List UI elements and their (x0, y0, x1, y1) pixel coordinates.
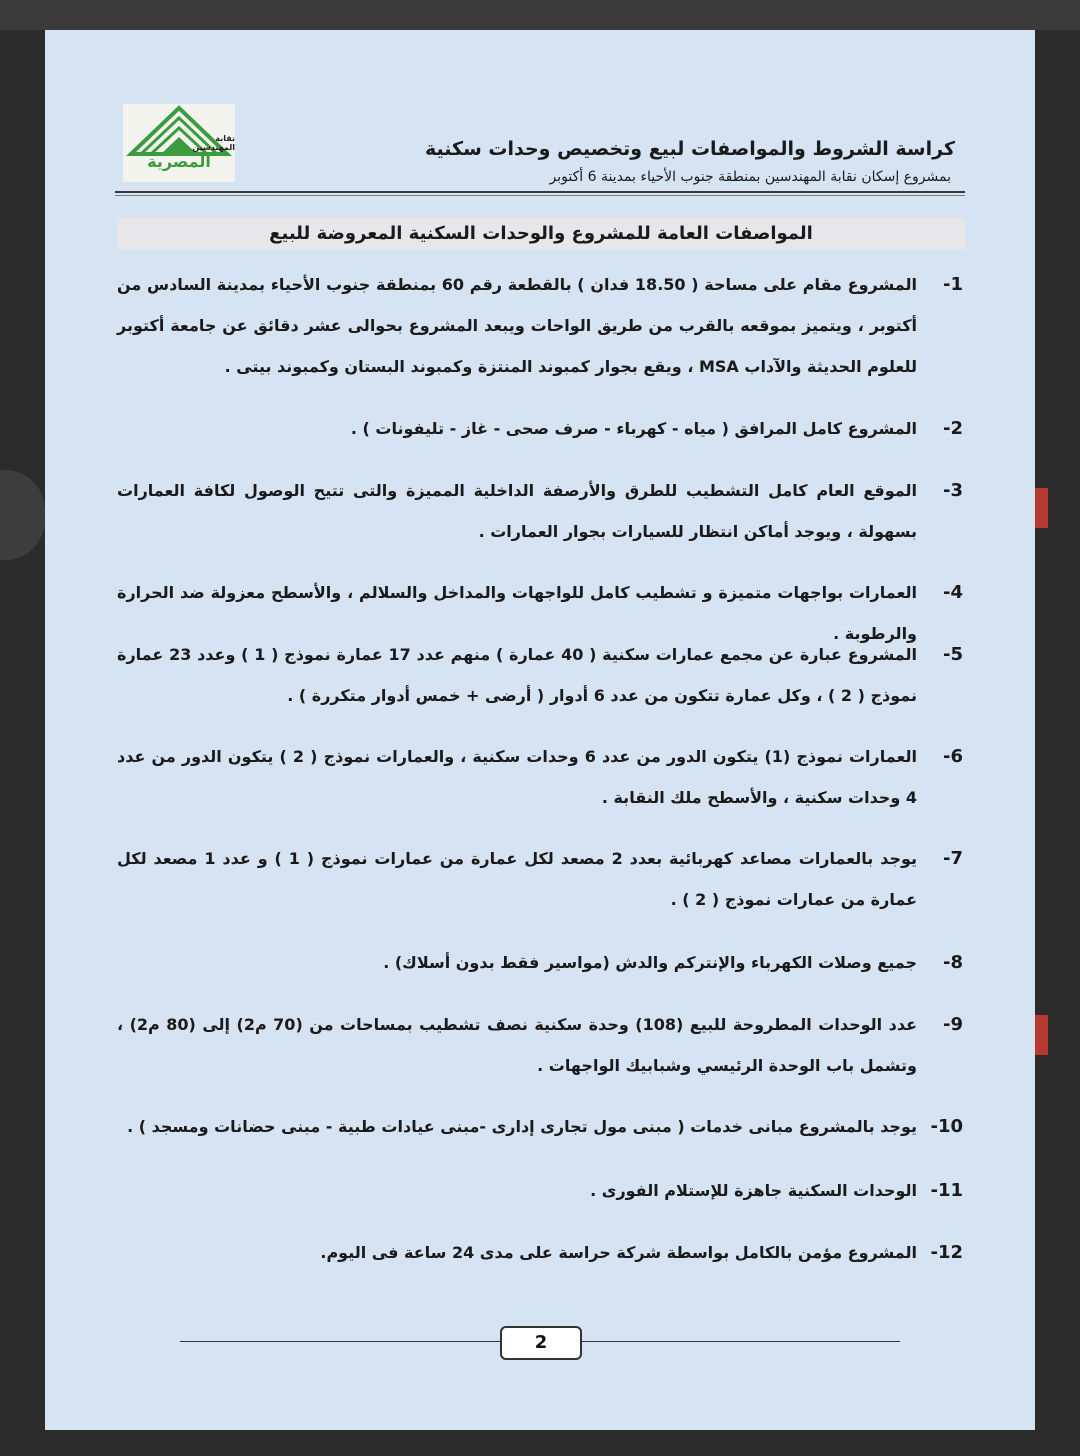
item-number: -6 (943, 746, 963, 767)
item-text: الوحدات السكنية جاهزة للإستلام الفورى . (590, 1181, 917, 1200)
list-item (117, 634, 963, 716)
item-text: المشروع كامل المرافق ( مياه - كهرباء - صرف صحى - غاز - تليفونات ) . (350, 419, 917, 438)
item-text: العمارات نموذج (1) يتكون الدور من عدد 6 وحدات سكنية ، والعمارات نموذج ( 2 ) يتكون الدور من عدد 4 وحدات سكنية ، والأسطح ملك النقابة . (117, 747, 917, 807)
list-item (117, 1170, 963, 1211)
header-divider-thin (115, 195, 965, 196)
header-divider (115, 191, 965, 193)
viewer-top-bar (0, 0, 1080, 30)
item-number: -9 (943, 1014, 963, 1035)
item-text: العمارات بواجهات متميزة و تشطيب كامل للواجهات والمداخل والسلالم ، والأسطح معزولة ضد الحرارة والرطوبة . (117, 583, 917, 643)
list-item (117, 838, 963, 920)
list-item (117, 942, 963, 983)
item-number: -3 (943, 480, 963, 501)
logo-text-main: المصرية (147, 152, 211, 171)
list-item (117, 1106, 963, 1147)
item-text: يوجد بالعمارات مصاعد كهربائية بعدد 2 مصعد لكل عمارة من عمارات نموذج ( 1 ) و عدد 1 مصعد لكل عمارة من عمارات نموذج ( 2 ) . (117, 849, 918, 909)
list-item (117, 1232, 963, 1273)
footer-line-left (180, 1341, 500, 1342)
viewer-side-handle (0, 470, 45, 560)
item-text: الموقع العام كامل التشطيب للطرق والأرصفة الداخلية المميزة والتى تتيح الوصول لكافة العمارات بسهولة ، ويوجد أماكن انتظار للسيارات بجوار العمارات . (117, 481, 917, 541)
item-text: المشروع عبارة عن مجمع عمارات سكنية ( 40 عمارة ) منهم عدد 17 عمارة نموذج ( 1 ) وعدد 23 عمارة نموذج ( 2 ) ، وكل عمارة تتكون من عدد 6 أدوار ( أرضى + خمس أدوار متكررة ) . (117, 645, 918, 705)
item-number: -10 (930, 1116, 963, 1137)
document-title: كراسة الشروط والمواصفات لبيع وتخصيص وحدات سكنية (424, 138, 955, 160)
item-text: يوجد بالمشروع مبانى خدمات ( مبنى مول تجارى إدارى -مبنى عيادات طبية - مبنى حضانات ومسجد ) . (127, 1117, 917, 1136)
list-item (117, 264, 963, 387)
document-page (45, 30, 1035, 1430)
list-item (117, 470, 963, 552)
item-text: المشروع مؤمن بالكامل بواسطة شركة حراسة على مدى 24 ساعة فى اليوم. (320, 1243, 917, 1262)
item-text: المشروع مقام على مساحة ( 18.50 فدان ) بالقطعة رقم 60 بمنطقة جنوب الأحياء بمدينة السادس من أكتوبر ، ويتميز بموقعه بالقرب من طريق الواحات ويبعد المشروع بحوالى عشر دقائق عن جامعة أكتوبر للعلوم الحديثة والآداب MSA ، ويقع بجوار كمبوند المنتزة وكمبوند البستان وكمبوند بيتى . (117, 275, 917, 376)
syndicate-logo (123, 104, 235, 182)
item-text: عدد الوحدات المطروحة للبيع (108) وحدة سكنية نصف تشطيب بمساحات من (70 م2) إلى (80 م2) ، وتشمل باب الوحدة الرئيسي وشبابيك الواجهات . (117, 1015, 917, 1075)
item-text: جميع وصلات الكهرباء والإنتركم والدش (مواسير فقط بدون أسلاك) . (383, 953, 917, 972)
list-item (117, 736, 963, 818)
item-number: -1 (943, 274, 963, 295)
item-number: -5 (943, 644, 963, 665)
item-number: -2 (943, 418, 963, 439)
document-subtitle: بمشروع إسكان نقابة المهندسين بمنطقة جنوب الأحياء بمدينة 6 أكتوبر (549, 169, 951, 185)
item-number: -8 (943, 952, 963, 973)
item-number: -4 (943, 582, 963, 603)
item-number: -12 (930, 1242, 963, 1263)
list-item (117, 408, 963, 449)
logo-text-top: نقابة المهندسين (192, 134, 235, 152)
section-heading: المواصفات العامة للمشروع والوحدات السكنية المعروضة للبيع (117, 218, 965, 250)
item-number: -11 (930, 1180, 963, 1201)
list-item (117, 1004, 963, 1086)
page-number: 2 (500, 1326, 582, 1360)
item-number: -7 (943, 848, 963, 869)
footer-line-right (580, 1341, 900, 1342)
